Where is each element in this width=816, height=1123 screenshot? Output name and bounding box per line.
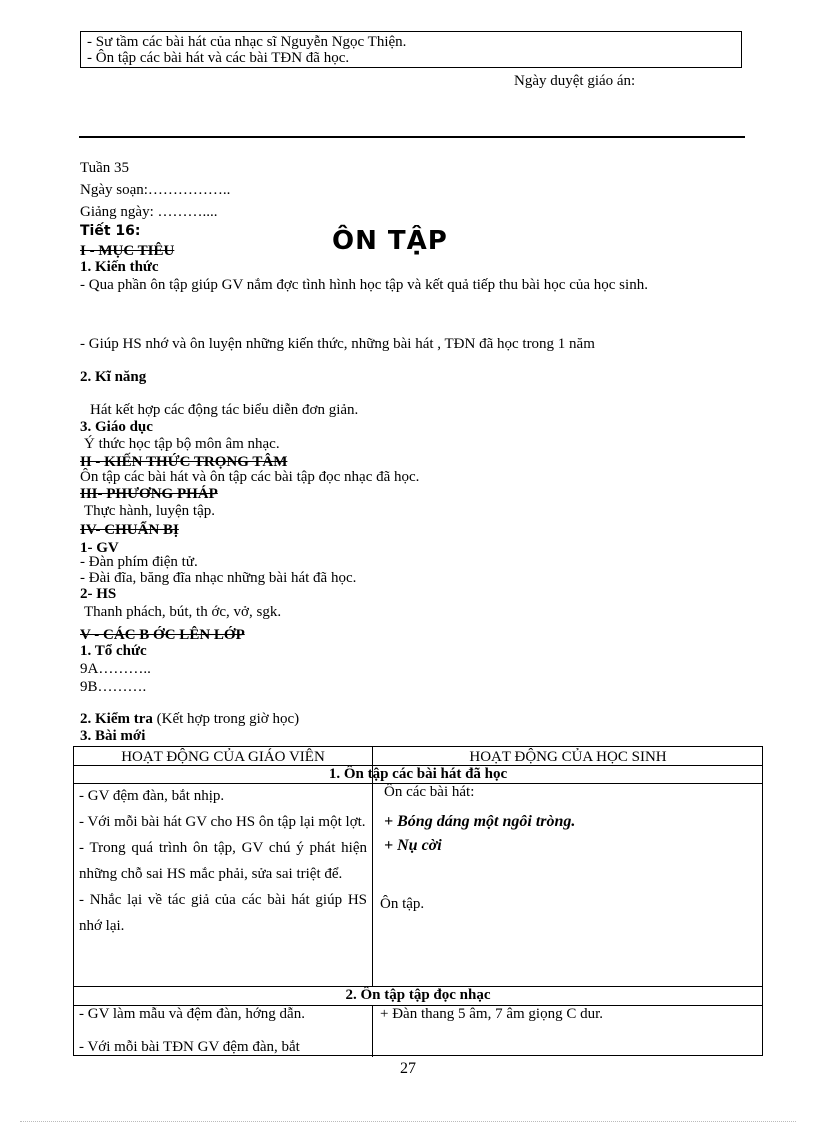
song-1: + Bóng dáng một ngôi tròng. xyxy=(384,813,576,830)
top-note-box xyxy=(80,31,742,68)
section-4-1-item-1: - Đàn phím điện tử. xyxy=(80,554,198,570)
week-label: Tuần 35 xyxy=(80,160,130,176)
section-1-teacher-activities xyxy=(79,783,367,939)
prep-date: Ngày soạn:…………….. xyxy=(80,182,231,198)
section-1-2-paragraph: Hát kết hợp các động tác biểu diễn đơn giản. xyxy=(90,402,359,418)
section-2-teacher-activity-2: - Với mỗi bài TĐN GV đệm đàn, bắt xyxy=(79,1039,300,1055)
section-1-1-heading: 1. Kiến thức xyxy=(80,259,159,275)
col-header-teacher: HOẠT ĐỘNG CỦA GIÁO VIÊN xyxy=(121,749,325,765)
section-1-student-label: Ôn các bài hát: xyxy=(384,784,475,800)
song-2: + Nụ cời xyxy=(384,837,442,854)
section-4-heading xyxy=(80,522,179,539)
section-5-1-heading: 1. Tổ chức xyxy=(80,643,147,659)
teacher-activity-3: - Trong quá trình ôn tập, GV chú ý phát hiện những chỗ sai HS mắc phải, sửa sai triệt để. xyxy=(79,840,367,882)
col-header-student: HOẠT ĐỘNG CỦA HỌC SINH xyxy=(469,749,667,765)
section-5-heading-text: V - CÁC B ỚC LÊN LỚP xyxy=(80,627,245,643)
activity-table xyxy=(73,746,763,1056)
table-section-2-title: 2. Ôn tập tập đọc nhạc xyxy=(345,987,491,1003)
section-3-paragraph: Thực hành, luyện tập. xyxy=(84,503,216,519)
section-1-3-heading: 3. Giáo dục xyxy=(80,419,153,435)
teacher-activity-1: - GV đệm đàn, bắt nhịp. xyxy=(79,788,225,804)
table-divider-bottom xyxy=(372,1005,373,1057)
section-1-1-paragraph-2: - Giúp HS nhớ và ôn luyện những kiến thức, những bài hát , TĐN đã học trong 1 năm xyxy=(80,336,595,352)
section-4-2-heading: 2- HS xyxy=(80,586,117,602)
section-3-heading-text: III- PHƯƠNG PHÁP xyxy=(80,486,218,502)
top-note-line-2: - Ôn tập các bài hát và các bài TĐN đã học. xyxy=(87,50,350,66)
section-2-teacher-activity-1: - GV làm mẫu và đệm đàn, hớng dẫn. xyxy=(79,1006,305,1022)
section-5-2-heading: 2. Kiểm tra xyxy=(80,711,153,727)
section-2-student-activity: + Đàn thang 5 âm, 7 âm giọng C dur. xyxy=(380,1006,604,1022)
section-1-heading xyxy=(80,243,174,260)
table-section-1-title: 1. Ôn tập các bài hát đã học xyxy=(328,766,508,782)
section-1-3-paragraph: Ý thức học tập bộ môn âm nhạc. xyxy=(84,436,280,452)
class-9a: 9A……….. xyxy=(80,661,151,677)
section-4-1-heading: 1- GV xyxy=(80,540,119,556)
approval-label: Ngày duyệt giáo án: xyxy=(514,73,636,89)
section-5-2-line xyxy=(80,711,299,728)
section-4-1-item-2: - Đài đĩa, băng đĩa nhạc những bài hát đã học. xyxy=(80,570,357,586)
section-3-heading xyxy=(80,486,218,503)
top-note-line-1: - Sư tầm các bài hát của nhạc sĩ Nguyễn Ngọc Thiện. xyxy=(87,34,407,50)
section-1-2-heading: 2. Kĩ năng xyxy=(80,369,147,385)
section-1-1-paragraph-1: - Qua phần ôn tập giúp GV nắm đợc tình hình học tập và kết quả tiếp thu bài học của học sinh. xyxy=(80,277,648,293)
teach-date: Giảng ngày: ……….... xyxy=(80,204,218,220)
lesson-number: Tiết 16: xyxy=(80,223,141,239)
page-title: ÔN TẬP xyxy=(332,226,448,256)
section-2-heading-text: II - KIẾN THỨC TRỌNG TÂM xyxy=(80,454,288,470)
class-9b: 9B………. xyxy=(80,679,147,695)
section-5-heading xyxy=(80,627,245,644)
section-4-2-paragraph: Thanh phách, bút, th ớc, vở, sgk. xyxy=(84,604,282,620)
teacher-activity-2: - Với mỗi bài hát GV cho HS ôn tập lại một lợt. xyxy=(79,814,366,830)
horizontal-rule xyxy=(79,136,745,138)
section-2-paragraph: Ôn tập các bài hát và ôn tập các bài tập đọc nhạc đã học. xyxy=(80,469,420,485)
page-number: 27 xyxy=(400,1060,416,1077)
section-4-heading-text: IV- CHUẨN BỊ xyxy=(80,522,179,538)
student-review: Ôn tập. xyxy=(380,896,425,912)
section-5-3-heading: 3. Bài mới xyxy=(80,728,146,744)
section-5-2-note: (Kết hợp trong giờ học) xyxy=(152,711,300,727)
teacher-activity-4: - Nhắc lại về tác giả của các bài hát giúp HS nhớ lại. xyxy=(79,892,367,934)
section-1-heading-text: I - MỤC TIÊU xyxy=(80,243,175,259)
